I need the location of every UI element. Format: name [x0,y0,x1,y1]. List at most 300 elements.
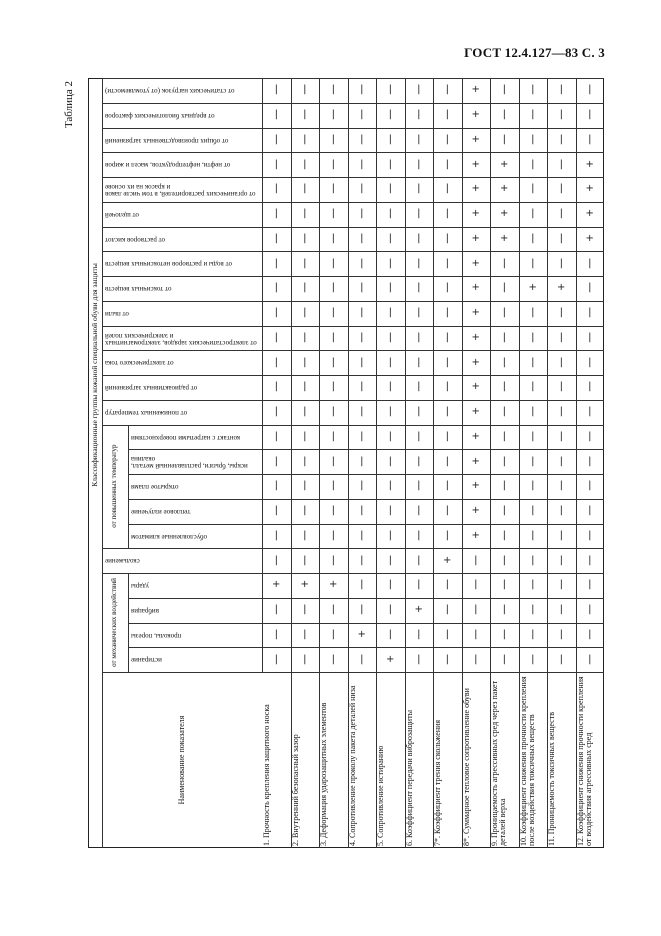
dash-mark: | [445,430,449,442]
dash-mark: | [588,430,592,442]
dash-mark: | [303,133,307,145]
dash-mark: | [588,257,592,269]
dash-mark: | [274,133,278,145]
group-divider [128,425,129,549]
dash-mark: | [502,480,506,492]
dash-mark: | [531,554,535,566]
dash-mark: | [474,628,478,640]
dash-mark: | [388,208,392,220]
dash-mark: | [274,282,278,294]
dash-mark: | [417,331,421,343]
dash-mark: | [303,604,307,616]
row-label-3: 3. Деформация ударозащитных элементов [319,702,328,846]
group-label-1 [102,573,128,672]
plus-mark: + [471,109,480,121]
dash-mark: | [360,307,364,319]
dash-mark: | [531,579,535,591]
column-header-7: тепловое излучение [131,507,191,516]
column-header-9: искры, брызги, расплавленный металл, окалина [131,454,248,470]
dash-mark: | [559,133,563,145]
dash-mark: | [303,455,307,467]
dash-mark: | [445,331,449,343]
dash-mark: | [588,307,592,319]
dash-mark: | [531,604,535,616]
dash-mark: | [331,109,335,121]
dash-mark: | [331,208,335,220]
dash-mark: | [445,356,449,368]
dash-mark: | [588,84,592,96]
dash-mark: | [417,406,421,418]
plus-mark: + [471,208,480,220]
dash-mark: | [502,505,506,517]
dash-mark: | [559,232,563,244]
dash-mark: | [303,653,307,665]
dash-mark: | [274,84,278,96]
dash-mark: | [559,158,563,170]
dash-mark: | [559,307,563,319]
dash-mark: | [303,554,307,566]
plus-mark: + [471,257,480,269]
dash-mark: | [474,579,478,591]
dash-mark: | [331,406,335,418]
dash-mark: | [559,604,563,616]
dash-mark: | [588,356,592,368]
dash-mark: | [559,455,563,467]
plus-mark: + [471,158,480,170]
plus-mark: + [528,282,537,294]
dash-mark: | [445,505,449,517]
dash-mark: | [559,257,563,269]
dash-mark: | [388,282,392,294]
plus-mark: + [471,133,480,145]
dash-mark: | [531,529,535,541]
plus-mark: + [414,604,423,616]
dash-mark: | [445,628,449,640]
dash-mark: | [274,208,278,220]
dash-mark: | [360,109,364,121]
dash-mark: | [445,579,449,591]
column-header-12: от радиоактивных загрязнений [105,384,198,393]
dash-mark: | [502,653,506,665]
column-header-23: от вредных биологических факторов [105,111,215,120]
dash-mark: | [417,554,421,566]
plus-mark: + [471,505,480,517]
dash-mark: | [360,257,364,269]
dash-mark: | [474,604,478,616]
row-label-6: 6. Коэффициент передачи виброзащиты [404,710,414,846]
column-header-22: от общих производственных загрязнений [105,136,229,145]
dash-mark: | [445,604,449,616]
column-header-4: удары [131,582,149,591]
dash-mark: | [417,529,421,541]
dash-mark: | [559,554,563,566]
dash-mark: | [531,84,535,96]
dash-mark: | [417,109,421,121]
dash-mark: | [445,480,449,492]
dash-mark: | [388,109,392,121]
column-header-15: от пыли [105,309,129,318]
dash-mark: | [502,628,506,640]
dash-mark: | [360,282,364,294]
dash-mark: | [531,455,535,467]
dash-mark: | [559,628,563,640]
dash-mark: | [331,232,335,244]
plus-mark: + [585,158,594,170]
dash-mark: | [531,430,535,442]
dash-mark: | [360,505,364,517]
plus-mark: + [471,331,480,343]
group-bottom [102,548,128,549]
row-label-10: 10. Коэффициент снижения прочности крепления после воздействия токсичных веществ [518,676,536,846]
dash-mark: | [417,158,421,170]
plus-mark: + [471,232,480,244]
plus-mark: + [357,628,366,640]
row-label-7: 7*. Коэффициент трения скольжения [433,719,442,846]
dash-mark: | [417,653,421,665]
dash-mark: | [445,232,449,244]
dash-mark: | [331,455,335,467]
plus-mark: + [471,183,480,195]
column-header-2: проколы, порезы [131,631,182,640]
dash-mark: | [388,331,392,343]
dash-mark: | [303,628,307,640]
dash-mark: | [388,554,392,566]
dash-mark: | [417,505,421,517]
plus-mark: + [500,232,509,244]
dash-mark: | [274,653,278,665]
row-label-2: 2. Внутренний безопасный зазор [290,734,300,846]
dash-mark: | [274,381,278,393]
dash-mark: | [531,183,535,195]
dash-mark: | [274,406,278,418]
dash-mark: | [274,529,278,541]
dash-mark: | [360,406,364,418]
row-label-9: 9. Проницаемость агрессивных сред через пакет деталей верха [490,680,507,846]
dash-mark: | [531,158,535,170]
row-label-5: 5. Сопротивление истиранию [376,745,385,846]
plus-mark: + [471,307,480,319]
dash-mark: | [360,183,364,195]
dash-mark: | [417,455,421,467]
dash-mark: | [303,183,307,195]
dash-mark: | [502,307,506,319]
dash-mark: | [388,406,392,418]
dash-mark: | [445,529,449,541]
dash-mark: | [331,505,335,517]
dash-mark: | [388,84,392,96]
dash-mark: | [445,653,449,665]
dash-mark: | [303,109,307,121]
dash-mark: | [303,480,307,492]
dash-mark: | [388,183,392,195]
dash-mark: | [417,84,421,96]
dash-mark: | [502,84,506,96]
dash-mark: | [588,282,592,294]
dash-mark: | [445,84,449,96]
dash-mark: | [274,158,278,170]
dash-mark: | [445,109,449,121]
dash-mark: | [531,480,535,492]
dash-mark: | [303,356,307,368]
dash-mark: | [559,208,563,220]
plus-mark: + [471,529,480,541]
dash-mark: | [417,257,421,269]
plus-mark: + [386,653,395,665]
dash-mark: | [559,84,563,96]
dash-mark: | [445,257,449,269]
table-caption-text: Таблица 2 [62,81,75,129]
dash-mark: | [274,307,278,319]
group-label-2-text: от повышенных температур [110,444,119,529]
dash-mark: | [331,554,335,566]
dash-mark: | [417,430,421,442]
dash-mark: | [417,480,421,492]
dash-mark: | [588,604,592,616]
dash-mark: | [502,381,506,393]
dash-mark: | [303,406,307,418]
plus-mark: + [585,232,594,244]
dash-mark: | [588,133,592,145]
dash-mark: | [417,628,421,640]
dash-mark: | [531,628,535,640]
dash-mark: | [502,554,506,566]
dash-mark: | [388,579,392,591]
dash-mark: | [588,653,592,665]
column-header-16: от токсичных веществ [105,285,172,294]
dash-mark: | [274,232,278,244]
group-divider [128,573,129,672]
dash-mark: | [502,529,506,541]
dash-mark: | [531,109,535,121]
plus-mark: + [500,183,509,195]
group-label-2 [102,425,128,549]
table-title [88,78,102,672]
dash-mark: | [303,282,307,294]
dash-mark: | [360,653,364,665]
dash-mark: | [303,307,307,319]
dash-mark: | [502,282,506,294]
dash-mark: | [588,505,592,517]
table-caption [62,78,76,158]
dash-mark: | [331,257,335,269]
dash-mark: | [331,282,335,294]
dash-mark: | [303,257,307,269]
dash-mark: | [474,554,478,566]
table-title-text: Классификационные группы кожаной специальной обуви для защиты [89,263,99,487]
dash-mark: | [274,257,278,269]
dash-mark: | [502,455,506,467]
dash-mark: | [388,381,392,393]
group-label-1-text: от механических воздействий [110,578,119,667]
plus-mark: + [471,381,480,393]
plus-mark: + [557,282,566,294]
dash-mark: | [303,381,307,393]
plus-mark: + [500,208,509,220]
dash-mark: | [388,307,392,319]
dash-mark: | [417,183,421,195]
plus-mark: + [471,406,480,418]
dash-mark: | [559,653,563,665]
dash-mark: | [445,282,449,294]
dash-mark: | [417,133,421,145]
dash-mark: | [531,653,535,665]
dash-mark: | [360,158,364,170]
dash-mark: | [331,307,335,319]
column-header-14: от электростатических зарядов, электромагнитных и электрических полей [105,330,257,347]
dash-mark: | [274,331,278,343]
dash-mark: | [445,307,449,319]
plus-mark: + [500,158,509,170]
dash-mark: | [360,84,364,96]
dash-mark: | [502,109,506,121]
dash-mark: | [360,430,364,442]
dash-mark: | [559,356,563,368]
dash-mark: | [331,430,335,442]
column-header-6: обусловленные климатом [131,532,207,541]
dash-mark: | [588,406,592,418]
column-header-21: от нефти, нефтепродуктов, масел и жиров [105,161,231,170]
column-header-19: от щелочей [105,210,139,219]
column-header-3: вибрация [131,606,159,615]
dash-mark: | [531,133,535,145]
dash-mark: | [360,381,364,393]
dash-mark: | [331,628,335,640]
dash-mark: | [502,604,506,616]
dash-mark: | [445,133,449,145]
dash-mark: | [559,529,563,541]
dash-mark: | [360,133,364,145]
page-header: ГОСТ 12.4.127—83 С. 3 [464,45,605,60]
plus-mark: + [471,455,480,467]
dash-mark: | [531,257,535,269]
dash-mark: | [502,579,506,591]
group-bottom [102,672,128,673]
dash-mark: | [388,257,392,269]
row-header-cell [102,672,262,848]
dash-mark: | [559,505,563,517]
column-header-5: скольжение [105,557,140,566]
dash-mark: | [417,232,421,244]
plus-mark: + [272,579,281,591]
dash-mark: | [274,109,278,121]
dash-mark: | [303,232,307,244]
dash-mark: | [559,406,563,418]
dash-mark: | [531,356,535,368]
plus-mark: + [471,356,480,368]
dash-mark: | [588,529,592,541]
dash-mark: | [303,208,307,220]
column-header-18: от растворов кислот [105,235,166,244]
plus-mark: + [471,480,480,492]
dash-mark: | [531,307,535,319]
row-header-cell-text: Наименование показателя [176,715,186,805]
dash-mark: | [360,579,364,591]
dash-mark: | [588,109,592,121]
dash-mark: | [531,331,535,343]
dash-mark: | [360,232,364,244]
dash-mark: | [360,604,364,616]
dash-mark: | [303,505,307,517]
dash-mark: | [588,455,592,467]
dash-mark: | [331,331,335,343]
dash-mark: | [445,183,449,195]
dash-mark: | [417,356,421,368]
row-label-1: 1. Прочность крепления защитного носка [262,704,271,846]
dash-mark: | [388,356,392,368]
dash-mark: | [417,307,421,319]
plus-mark: + [585,208,594,220]
row-label-8: 8*. Суммарное тепловое сопротивление обуви [461,688,471,846]
dash-mark: | [531,232,535,244]
dash-mark: | [445,406,449,418]
dash-mark: | [274,455,278,467]
dash-mark: | [388,604,392,616]
dash-mark: | [274,505,278,517]
dash-mark: | [303,158,307,170]
column-header-13: от электрического тока [105,359,174,368]
plus-mark: + [471,430,480,442]
dash-mark: | [559,430,563,442]
dash-mark: | [531,208,535,220]
dash-mark: | [360,331,364,343]
column-header-8: открытое пламя [131,483,179,492]
dash-mark: | [274,183,278,195]
dash-mark: | [445,455,449,467]
dash-mark: | [417,381,421,393]
dash-mark: | [445,158,449,170]
dash-mark: | [331,158,335,170]
dash-mark: | [331,133,335,145]
dash-mark: | [388,455,392,467]
dash-mark: | [388,480,392,492]
dash-mark: | [331,183,335,195]
column-header-24: от статических нагрузок (от утомляемости) [105,87,235,96]
dash-mark: | [388,628,392,640]
dash-mark: | [388,505,392,517]
dash-mark: | [360,208,364,220]
dash-mark: | [502,331,506,343]
dash-mark: | [274,554,278,566]
dash-mark: | [274,430,278,442]
dash-mark: | [303,331,307,343]
dash-mark: | [360,356,364,368]
column-header-11: от пониженных температур [105,408,188,417]
dash-mark: | [303,529,307,541]
dash-mark: | [502,257,506,269]
dash-mark: | [360,455,364,467]
dash-mark: | [588,480,592,492]
dash-mark: | [331,84,335,96]
dash-mark: | [360,480,364,492]
dash-mark: | [588,331,592,343]
plus-mark: + [443,554,452,566]
dash-mark: | [474,653,478,665]
row-label-11: 11. Проницаемость токсичных веществ [547,712,556,846]
dash-mark: | [559,109,563,121]
row-label-4: 4. Сопротивление проколу пакета деталей низа [347,685,357,846]
dash-mark: | [531,381,535,393]
dash-mark: | [559,381,563,393]
dash-mark: | [502,430,506,442]
column-header-17: от воды и растворов нетоксичных веществ [105,260,233,269]
dash-mark: | [445,381,449,393]
plus-mark: + [585,183,594,195]
dash-mark: | [502,133,506,145]
dash-mark: | [331,381,335,393]
plus-mark: + [471,282,480,294]
dash-mark: | [331,604,335,616]
dash-mark: | [274,356,278,368]
